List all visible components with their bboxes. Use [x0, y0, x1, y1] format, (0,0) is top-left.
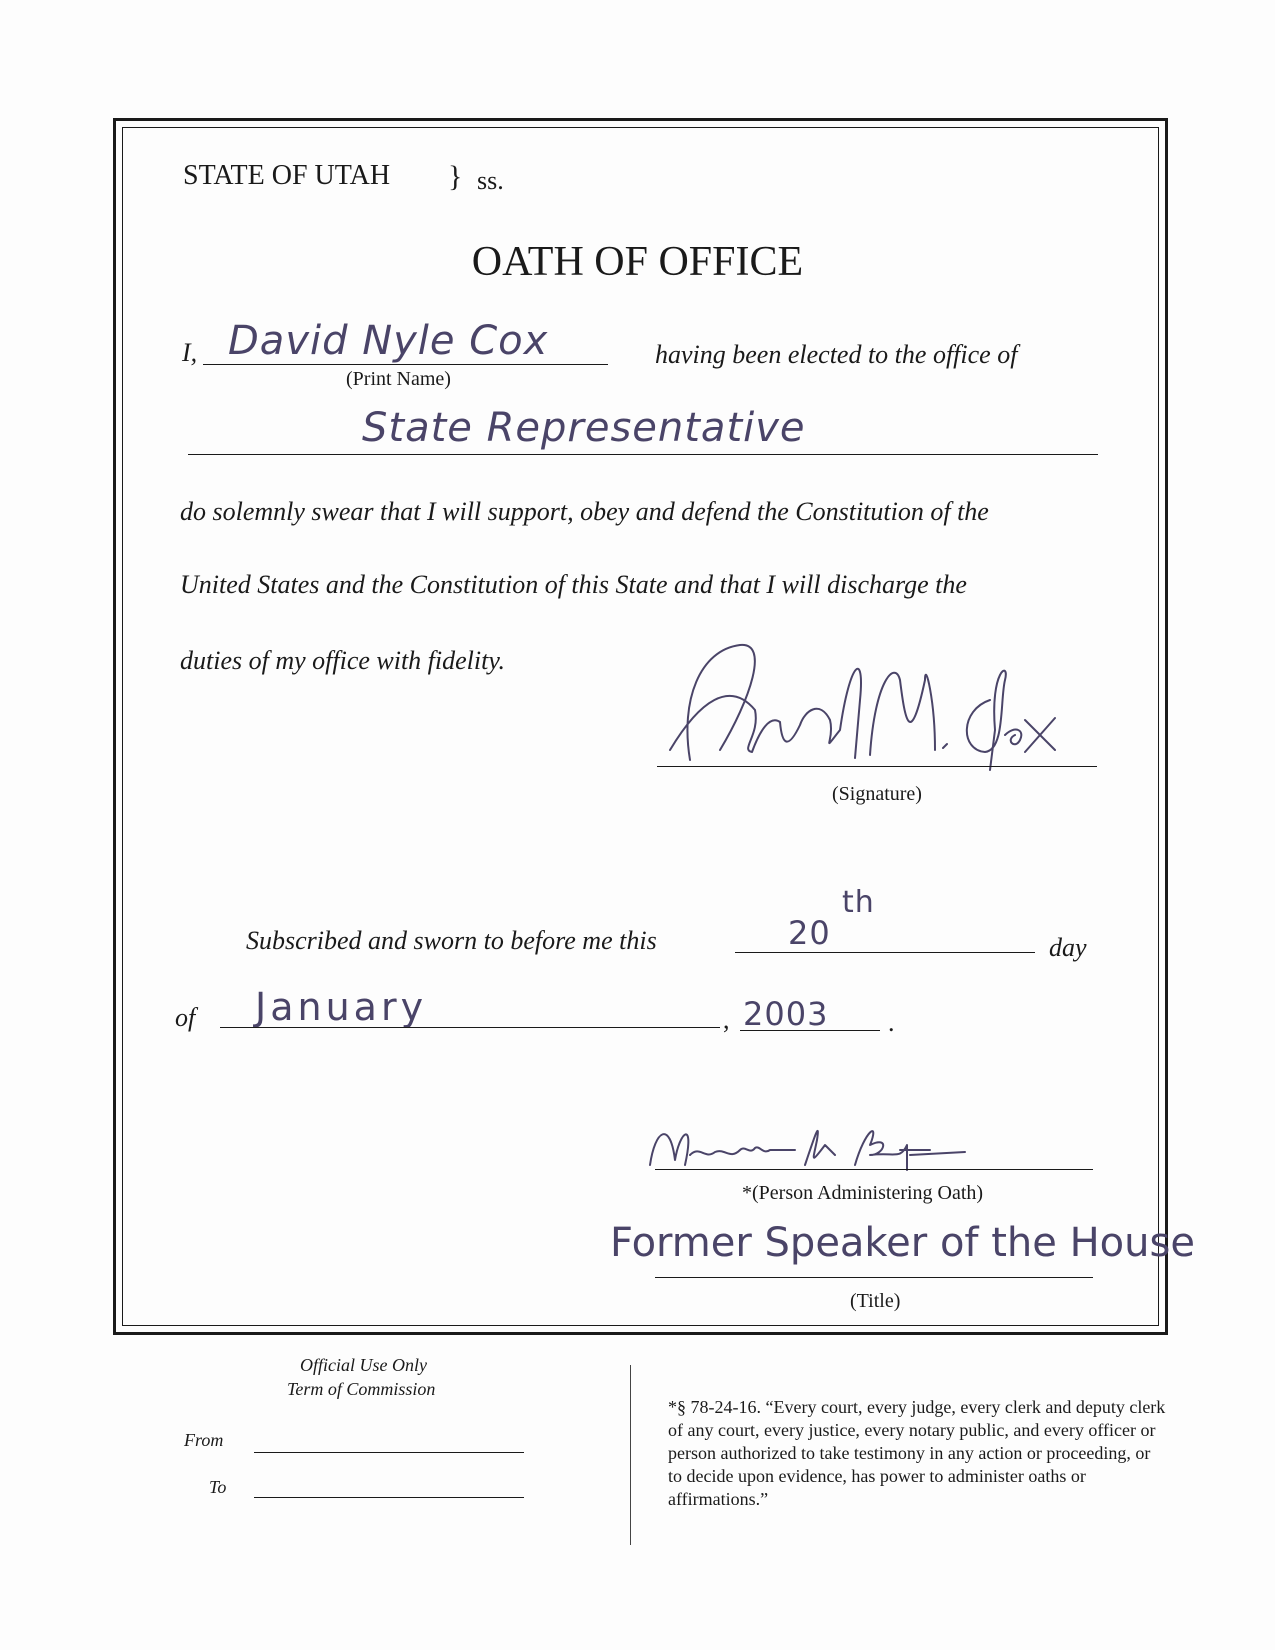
- signature-image: [660, 640, 1080, 790]
- from-line: [254, 1452, 524, 1453]
- section-divider: [630, 1365, 631, 1545]
- month-line: [220, 1027, 720, 1028]
- state-heading: STATE OF UTAH: [183, 160, 391, 191]
- oath-line-2: United States and the Constitution of this State and that I will discharge the: [180, 570, 967, 599]
- period: .: [888, 1008, 895, 1037]
- signature-line: [657, 766, 1097, 767]
- month-handwritten: January: [255, 985, 428, 1029]
- day-word: day: [1049, 933, 1087, 962]
- ss-label: ss.: [477, 166, 504, 195]
- official-use-heading: Official Use Only: [300, 1355, 427, 1375]
- comma: ,: [723, 1005, 730, 1034]
- title-handwritten: Former Speaker of the House: [610, 1220, 1195, 1266]
- from-label: From: [184, 1430, 224, 1450]
- year-handwritten: 2003: [743, 995, 829, 1033]
- of-word: of: [175, 1003, 196, 1032]
- page-title: OATH OF OFFICE: [471, 239, 804, 285]
- to-label: To: [209, 1477, 227, 1497]
- term-of-commission-heading: Term of Commission: [287, 1379, 436, 1399]
- statute-text: *§ 78-24-16. “Every court, every judge, every clerk and deputy clerk of any court, every justice, every notary public, and every officer or person authorized to take testimony in any action or proceeding, or to decide upon evidence, has power to administer oaths or affirmations.”: [668, 1397, 1166, 1509]
- subscribed-text: Subscribed and sworn to before me this: [246, 926, 657, 955]
- to-line: [254, 1497, 524, 1498]
- title-line: [655, 1277, 1093, 1278]
- name-line: [203, 364, 608, 365]
- day-line: [735, 952, 1035, 953]
- i-pronoun: I,: [182, 338, 198, 367]
- administrator-line: [655, 1169, 1093, 1170]
- day-handwritten: 20: [788, 914, 831, 952]
- signature-caption: (Signature): [832, 783, 922, 805]
- oath-line-3: duties of my office with fidelity.: [180, 646, 505, 675]
- year-line: [740, 1030, 880, 1031]
- day-suffix-handwritten: th: [842, 885, 875, 920]
- elected-text: having been elected to the office of: [655, 340, 1018, 369]
- oath-line-1: do solemnly swear that I will support, obey and defend the Constitution of the: [180, 497, 989, 526]
- office-handwritten: State Representative: [362, 405, 806, 451]
- name-handwritten: David Nyle Cox: [228, 318, 549, 364]
- office-line: [188, 454, 1098, 455]
- title-caption: (Title): [850, 1290, 901, 1312]
- brace: }: [448, 160, 463, 193]
- print-name-caption: (Print Name): [346, 368, 451, 390]
- administrator-caption: *(Person Administering Oath): [742, 1182, 984, 1204]
